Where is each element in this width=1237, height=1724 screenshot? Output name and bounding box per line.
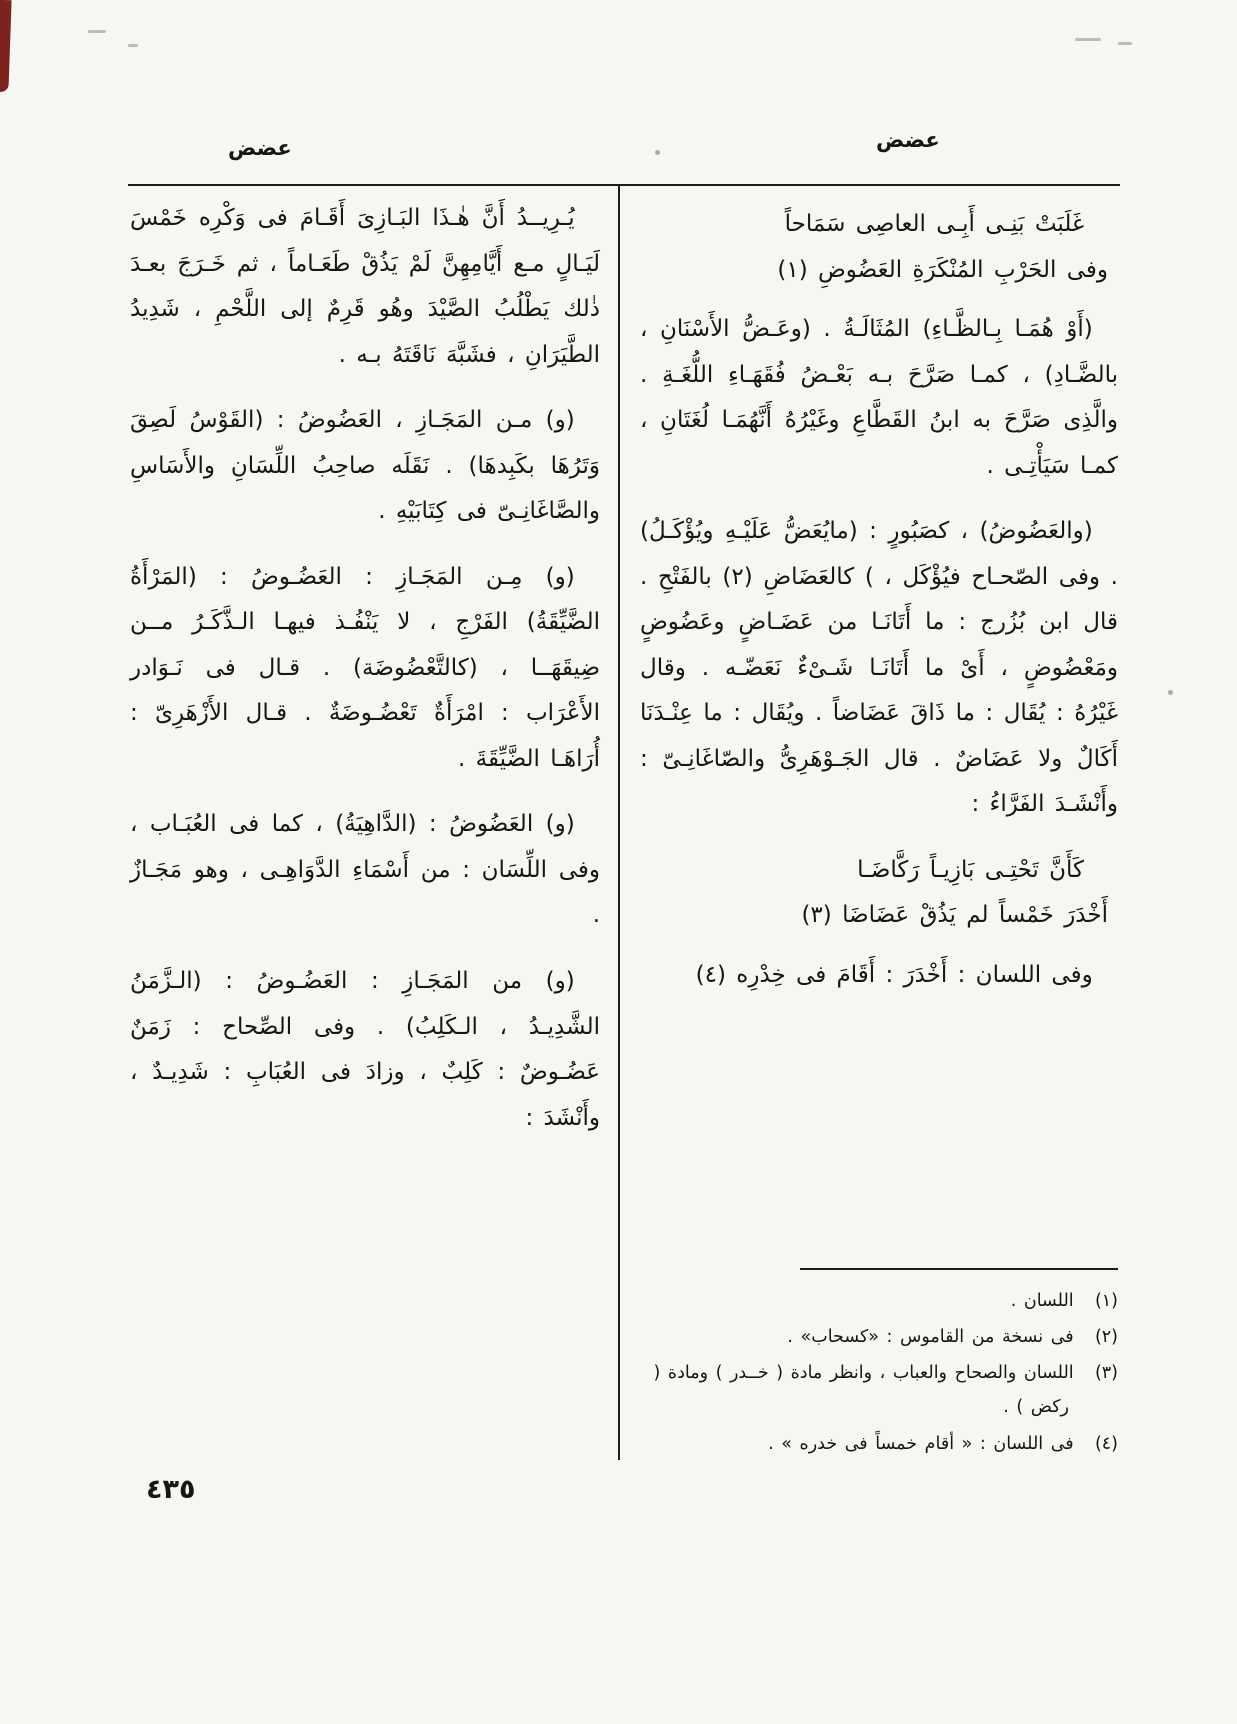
- verse-line: كَأَنَّ تَحْتِـى بَازِيـاً رَكَّاضَـا: [857, 856, 1084, 883]
- footnote: [640, 1356, 1118, 1424]
- verse-quote: [640, 202, 1118, 293]
- footnotes: [640, 1284, 1118, 1463]
- scan-artifact: [655, 150, 660, 155]
- paragraph: (و) العَضُوضُ : (الدَّاهِيَةُ) ، كما فى العُبَـاب ، وفى اللِّسَان : من أَسْمَاءِ الدَّوَاهِـى ، وهو مَجَـازٌ .: [130, 811, 600, 929]
- footnote-text: فى اللسان : « أقام خمساً فى خدره » .: [768, 1433, 1074, 1454]
- paragraph: يُـرِيــدُ أَنَّ هٰـذَا البَـازِىَ أَقَـامَ فى وَكْرِه خَمْسَ لَيَـالٍ مـع أَيَّامِهِنَّ لَمْ يَذُقْ طَعَـاماً ، ثم خَـرَجَ بعـدَ ذٰلك يَطْلُبُ الصَّيْدَ وهُو قَرِمٌ إلى اللَّحْمِ ، شَدِيدُ الطَّيَرَانِ ، فشَبَّهَ نَاقَتَهُ بـه .: [130, 205, 600, 368]
- paragraph: (و) من المَجَـازِ : العَضُـوضُ : (الـزَّمَنُ الشَّدِيـدُ ، الـكَلِبُ) . وفى الصِّحاح : زَمَنٌ عَضُـوضٌ : كَلِبٌ ، وزادَ فى العُبَابِ : شَدِيـدٌ ، وأَنْشَدَ :: [130, 967, 600, 1131]
- footnote-number: (١): [1094, 1291, 1118, 1311]
- scan-artifact: [88, 30, 106, 33]
- footnote-number: (٢): [1094, 1327, 1118, 1348]
- footnote-rule: [800, 1268, 1118, 1270]
- scan-artifact: [1075, 38, 1101, 41]
- footnote-number: (٤): [1094, 1433, 1118, 1454]
- header-rule: [128, 184, 1120, 186]
- verse-line: غَلَبَتْ بَنِـى أَبِـى العاصِى سَمَاحاً: [784, 211, 1084, 237]
- footnote-text: اللسان .: [1010, 1291, 1074, 1311]
- paragraph: (و) مِـن المَجَـازِ : العَضُـوضُ : (المَرْأَةُ الضَّيِّقَةُ) الفَرْجِ ، لا يَنْفُـذ فيهـا الـذَّكَـرُ مــن ضِيقَهَــا ، (كالتَّعْضُوضَة) . قـال فى نَـوَادر الأَعْرَاب : امْرَأَةٌ تَعْضُـوضَةٌ . قـال الأَزْهَرِىّ : أُرَاهَـا الضَّيِّقَةَ .: [130, 563, 600, 772]
- footnote-number: (٣): [1094, 1363, 1118, 1384]
- verse-line: أَخْدَرَ خَمْساً لم يَذُقْ عَضَاضَا (٣): [801, 902, 1108, 929]
- page-number: ٤٣٥: [146, 1474, 196, 1505]
- scan-artifact: [1168, 690, 1173, 695]
- paragraph: وفى اللسان : أَخْدَرَ : أَقَامَ فى خِدْرِه (٤): [695, 961, 1093, 988]
- footnote: [640, 1320, 1118, 1354]
- paragraph: (و) مـن المَجَـازِ ، العَضُوضُ : (القَوْسُ لَصِقَ وَتَرُهَا بكَبِدهَا) . نَقَلَه صاحِبُ اللِّسَانِ والأَسَاسِ والصَّاغَانِـىّ فى كِتَابَيْهِ .: [130, 407, 600, 525]
- footnote-text: فى نسخة من القاموس : «كسحاب» .: [787, 1327, 1074, 1348]
- paragraph: (والعَضُوضُ) ، كصَبُورٍ : (مايُعَضُّ عَلَيْـهِ ويُؤْكَـلُ) . وفى الصّحـاح فيُؤْكَل ، ) كالعَضَاضِ (٢) بالفَتْحِ . قال ابن بُزُرج : ما أَتَانَـا من عَضَـاضٍ وعَضُوضٍ ومَعْضُوضٍ ، أَىْ ما أَتَانَـا شَـىْءٌ نَعَضّـه . وقال غَيْرُهُ : يُقَال : ما ذَاقَ عَضَاضاً . ويُقَال : ما عِنْـدَنَا أَكَالٌ ولا عَضَاضٌ . قال الجَـوْهَرِىُّ والصّاغَانِـىّ : وأَنْشَـدَ الفَرَّاءُ :: [640, 518, 1118, 818]
- left-column: [130, 196, 600, 1161]
- scan-artifact: [128, 44, 138, 47]
- scan-artifact: [1118, 42, 1132, 45]
- running-head-right: عضض: [876, 128, 940, 152]
- column-divider: [618, 186, 620, 1460]
- verse-line: وفى الحَرْبِ المُنْكَرَةِ العَضُوضِ (١): [777, 256, 1108, 283]
- right-column: [640, 196, 1118, 1019]
- footnote-text: اللسان والصحاح والعباب ، وانظر مادة ( خــدر ) ومادة ( ركض ) .: [653, 1363, 1074, 1418]
- paragraph: (أَوْ هُمَـا بِـالظَّـاءِ) المُثَالَـةُ . (وعَـضُّ الأَسْنَانِ ، بالضَّـادِ) ، كمـا صَرَّحَ بـه بَعْـضُ فُقَهَـاءِ اللُّغَـةِ . والَّذِى صَرَّحَ به ابنُ القَطَّاعِ وغَيْرُهُ أَنَّهُمَـا لُغَتَانِ ، كمـا سَيَأْتِـى .: [640, 316, 1118, 479]
- verse-quote: [640, 848, 1118, 939]
- footnote: [640, 1284, 1118, 1318]
- scan-artifact: [0, 0, 12, 92]
- footnote: [640, 1427, 1118, 1461]
- running-head-left: عضض: [228, 136, 292, 160]
